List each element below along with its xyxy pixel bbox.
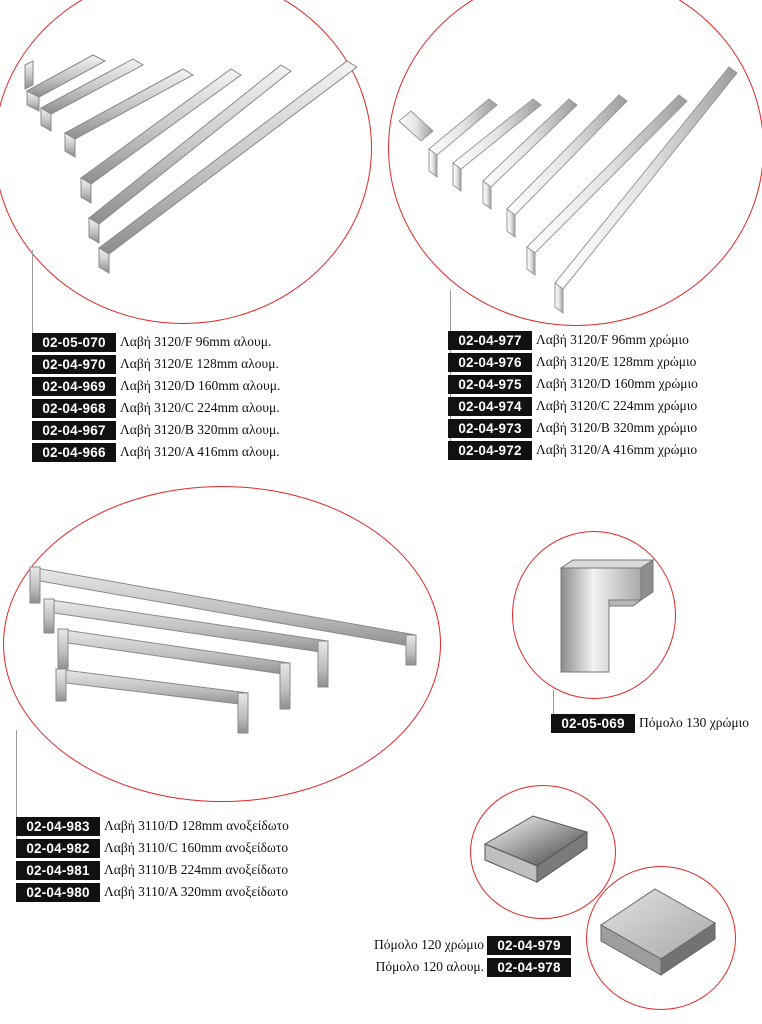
product-description: Λαβή 3120/C 224mm χρώμιο: [536, 398, 698, 413]
list-item: [16, 837, 289, 859]
chrome-handle-list: [448, 329, 698, 461]
list-item: [551, 712, 749, 734]
product-code: 02-04-970: [32, 355, 116, 374]
list-item: [374, 956, 571, 978]
product-code: 02-04-983: [16, 817, 100, 836]
list-item: [32, 353, 280, 375]
knob-120-aluminum-photo-frame: [586, 866, 736, 1010]
product-code: 02-04-972: [448, 441, 532, 460]
product-description: Λαβή 3120/E 128mm αλουμ.: [120, 356, 279, 371]
product-code: 02-04-976: [448, 353, 532, 372]
product-code: 02-04-977: [448, 331, 532, 350]
product-description: Λαβή 3120/E 128mm χρώμιο: [536, 354, 697, 369]
product-code: 02-04-966: [32, 443, 116, 462]
product-description: Λαβή 3110/A 320mm ανοξείδωτο: [104, 884, 289, 899]
product-code: 02-04-981: [16, 861, 100, 880]
aluminum-handle-list: [32, 331, 280, 463]
list-item: [32, 375, 280, 397]
list-item: [448, 351, 698, 373]
list-item: [448, 439, 698, 461]
knob-130-illustration: [513, 532, 677, 700]
product-description: Λαβή 3120/A 416mm αλουμ.: [120, 444, 280, 459]
product-description: Λαβή 3120/B 320mm αλουμ.: [120, 422, 280, 437]
stainless-handles-photo-frame: [3, 486, 441, 802]
product-description: Λαβή 3110/B 224mm ανοξείδωτο: [104, 862, 289, 877]
list-item: [448, 373, 698, 395]
product-code: 02-05-070: [32, 333, 116, 352]
aluminum-handles-photo-frame: [0, 0, 372, 324]
knob-120-aluminum-illustration: [587, 867, 737, 1011]
list-item: [448, 395, 698, 417]
chrome-handles-illustration: [389, 0, 762, 327]
knob-120-list: [374, 934, 571, 978]
list-item: [32, 331, 280, 353]
product-description: Λαβή 3110/D 128mm ανοξείδωτο: [104, 818, 289, 833]
product-code: 02-04-975: [448, 375, 532, 394]
product-code: 02-04-969: [32, 377, 116, 396]
product-code: 02-04-982: [16, 839, 100, 858]
product-description: Λαβή 3120/B 320mm χρώμιο: [536, 420, 698, 435]
stainless-handle-list: [16, 815, 289, 903]
chrome-handles-photo-frame: [388, 0, 762, 326]
product-description: Λαβή 3120/C 224mm αλουμ.: [120, 400, 280, 415]
list-item: [374, 934, 571, 956]
list-item: [32, 419, 280, 441]
knob-130-list: [551, 712, 749, 734]
product-description: Λαβή 3120/D 160mm αλουμ.: [120, 378, 281, 393]
product-code: 02-04-968: [32, 399, 116, 418]
product-description: Λαβή 3110/C 160mm ανοξείδωτο: [104, 840, 289, 855]
product-code: 02-04-967: [32, 421, 116, 440]
aluminum-handles-illustration: [0, 0, 373, 325]
list-item: [16, 881, 289, 903]
product-code: 02-04-973: [448, 419, 532, 438]
product-description: Λαβή 3120/F 96mm αλουμ.: [120, 334, 272, 349]
product-code: 02-04-974: [448, 397, 532, 416]
stainless-handles-illustration: [4, 487, 442, 803]
product-description: Λαβή 3120/A 416mm χρώμιο: [536, 442, 698, 457]
product-description: Πόμολο 120 χρώμιο: [374, 937, 485, 952]
list-item: [32, 441, 280, 463]
product-description: Λαβή 3120/F 96mm χρώμιο: [536, 332, 689, 347]
list-item: [16, 859, 289, 881]
list-item: [448, 417, 698, 439]
list-item: [16, 815, 289, 837]
knob-130-photo-frame: [512, 531, 676, 699]
product-description: Πόμολο 130 χρώμιο: [639, 715, 750, 730]
product-description: Λαβή 3120/D 160mm χρώμιο: [536, 376, 698, 391]
product-code: 02-04-980: [16, 883, 100, 902]
product-code: 02-04-978: [487, 958, 571, 977]
product-code: 02-05-069: [551, 714, 635, 733]
list-item: [448, 329, 698, 351]
list-item: [32, 397, 280, 419]
product-description: Πόμολο 120 αλουμ.: [375, 959, 485, 974]
product-code: 02-04-979: [487, 936, 571, 955]
